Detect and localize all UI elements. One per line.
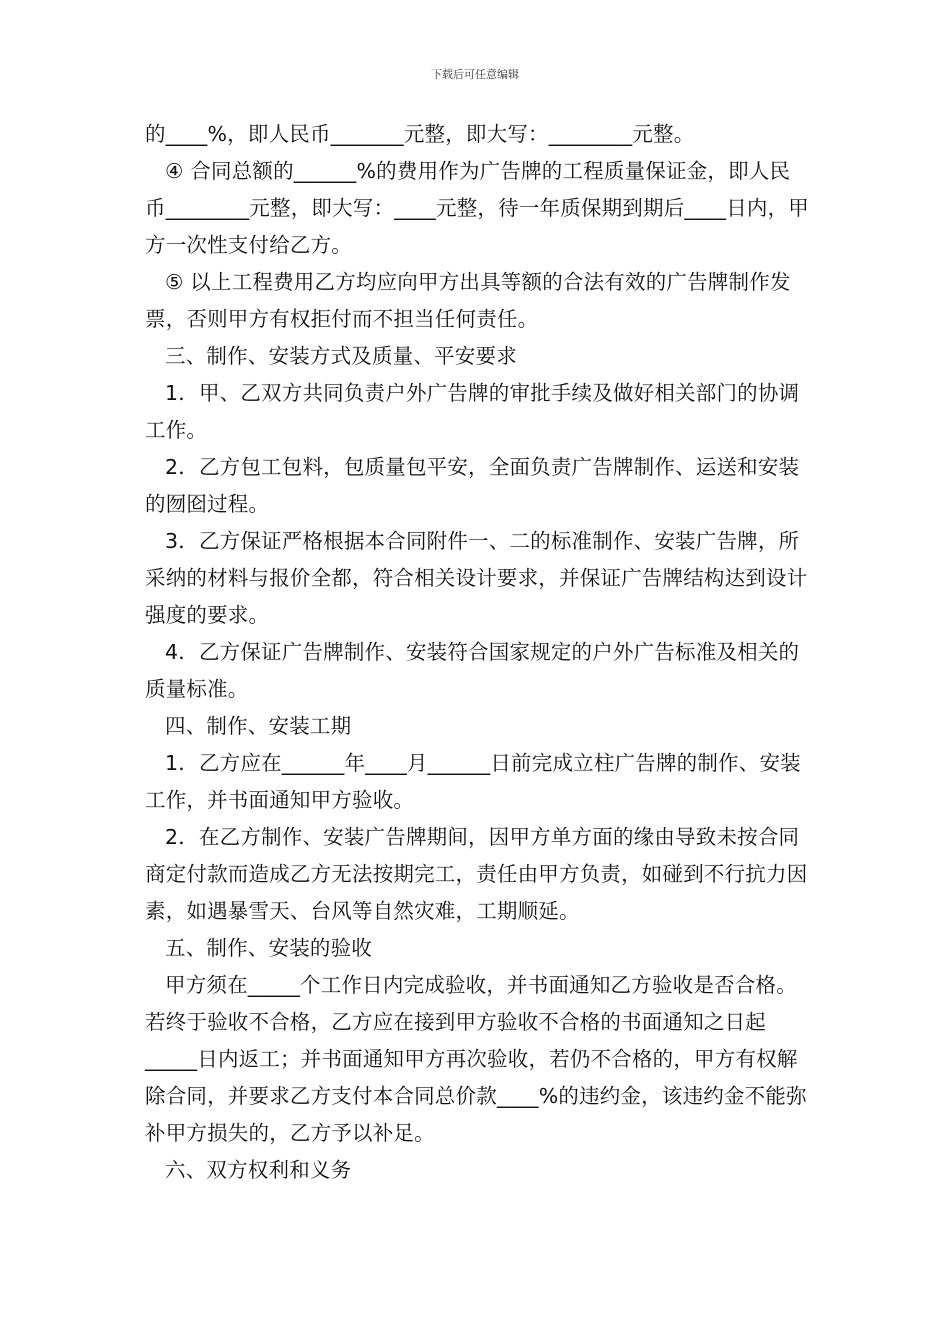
- paragraph: 2．在乙方制作、安装广告牌期间，因甲方单方面的缘由导致未按合同商定付款而造成乙方无法按期完工，责任由甲方负责，如碰到不行抗力因素，如遇暴雪天、台风等自然灾难，工期顺延。: [145, 825, 808, 923]
- paragraph: 3．乙方保证严格根据本合同附件一、二的标准制作、安装广告牌，所采纳的材料与报价全都，符合相关设计要求，并保证广告牌结构达到设计强度的要求。: [145, 529, 808, 627]
- section-heading: 六、双方权利和义务: [165, 1158, 352, 1182]
- paragraph: 甲方须在_____个工作日内完成验收，并书面通知乙方验收是否合格。若终于验收不合格，乙方应在接到甲方验收不合格的书面通知之日起_____日内返工；并书面通知甲方再次验收，若仍不合格的，甲方有权解除合同，并要求乙方支付本合同总价款____%的违约金，该违约金不能弥补甲方损失的，乙方予以补足。: [145, 973, 807, 1145]
- paragraph: 2．乙方包工包料，包质量包平安，全面负责广告牌制作、运送和安装的囫囵过程。: [145, 455, 800, 516]
- paragraph: ④ 合同总额的______%的费用作为广告牌的工程质量保证金，即人民币________元整，即大写：____元整，待一年质保期到期后____日内，甲方一次性支付给乙方。: [145, 159, 809, 257]
- section-heading: 四、制作、安装工期: [165, 714, 352, 738]
- page-header: 下载后可任意编辑: [431, 68, 519, 81]
- section-heading: 五、制作、安装的验收: [165, 936, 372, 960]
- paragraph: 1．甲、乙双方共同负责户外广告牌的审批手续及做好相关部门的协调工作。: [145, 381, 800, 442]
- paragraph: ⑤ 以上工程费用乙方均应向甲方出具等额的合法有效的广告牌制作发票，否则甲方有权拒付而不担当任何责任。: [145, 270, 791, 331]
- section-heading: 三、制作、安装方式及质量、平安要求: [165, 344, 517, 368]
- document-body: [145, 116, 809, 1189]
- paragraph: 1．乙方应在______年____月______日前完成立柱广告牌的制作、安装工作，并书面通知甲方验收。: [145, 751, 801, 812]
- paragraph: 4．乙方保证广告牌制作、安装符合国家规定的户外广告标准及相关的质量标准。: [145, 640, 800, 701]
- paragraph: 的____%，即人民币_______元整，即大写：________元整。: [145, 122, 695, 146]
